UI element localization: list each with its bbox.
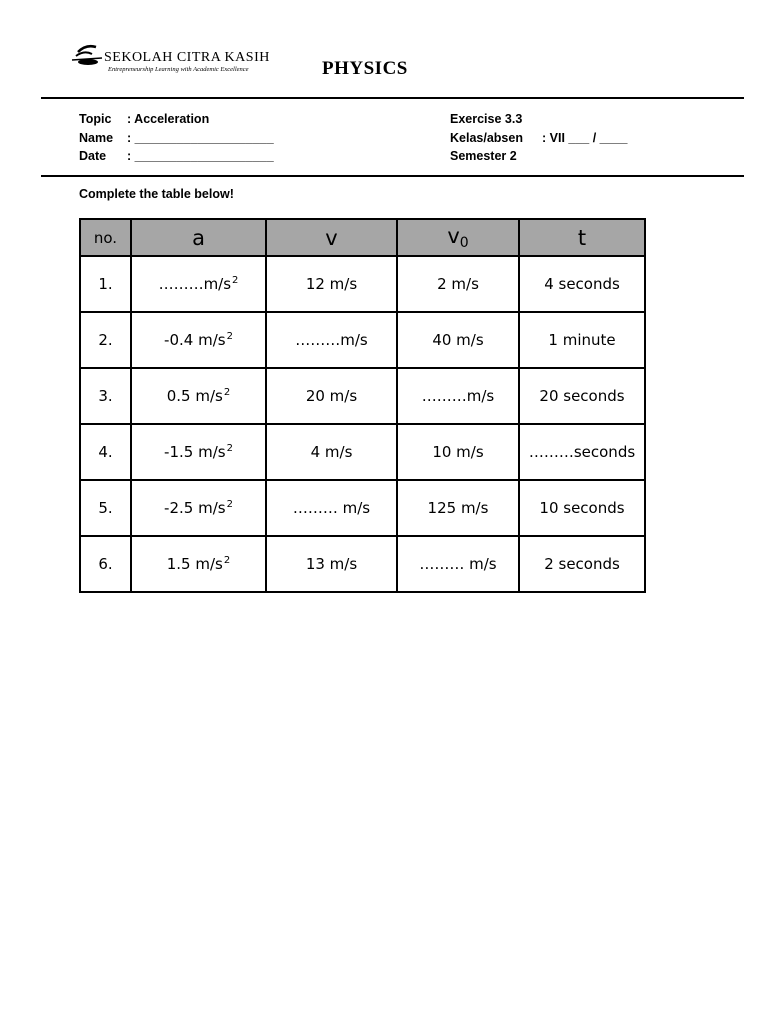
cell-v0: 40 m/s [397,312,519,368]
header-v0-base: v [447,224,460,248]
school-name: SEKOLAH CITRA KASIH [104,50,270,65]
header-v0-subscript: 0 [459,235,469,251]
date-label: Date [79,149,107,163]
bottom-divider [41,175,744,177]
cell-a [131,256,266,312]
cell-no: 6. [80,536,131,592]
cell-t: 10 seconds [519,480,645,536]
cell-no: 1. [80,256,131,312]
cell-t: 1 minute [519,312,645,368]
school-tagline: Entrepreneurship Learning with Academic Excellence [108,66,249,73]
date-field: : ____________________ [127,149,274,163]
exercise-table [79,218,646,593]
table-row [80,368,645,424]
cell-no: 4. [80,424,131,480]
topic-value: : Acceleration [127,112,210,126]
cell-v0: 2 m/s [397,256,519,312]
table-row [80,312,645,368]
header-a: a [131,219,266,256]
header-t: t [519,219,645,256]
header-no: no. [80,219,131,256]
page-title: PHYSICS [322,58,408,79]
cell-v: ………m/s [266,312,397,368]
cell-a [131,368,266,424]
cell-t: 20 seconds [519,368,645,424]
name-row [79,131,274,145]
cell-t: 2 seconds [519,536,645,592]
cell-a-exponent: 2 [232,275,239,286]
cell-a-exponent: 2 [226,331,233,342]
cell-a [131,312,266,368]
table-row [80,256,645,312]
cell-no: 5. [80,480,131,536]
cell-a-exponent: 2 [223,387,231,398]
cell-no: 2. [80,312,131,368]
cell-v0: 125 m/s [397,480,519,536]
cell-a-value: 0.5 m/s [166,387,223,405]
exercise-number: Exercise 3.3 [450,112,523,126]
cell-v: 13 m/s [266,536,397,592]
name-label: Name [79,131,114,145]
cell-a-value: 1.5 m/s [166,555,223,573]
cell-a [131,536,266,592]
semester: Semester 2 [450,149,517,163]
topic-label: Topic [79,112,112,126]
cell-a-value: -0.4 m/s [164,331,226,349]
cell-v: 20 m/s [266,368,397,424]
kelas-label: Kelas/absen [450,131,523,145]
cell-a [131,424,266,480]
cell-v0: ……… m/s [397,536,519,592]
cell-v: 12 m/s [266,256,397,312]
instruction-text: Complete the table below! [79,187,234,201]
cell-a-value: -2.5 m/s [164,499,226,517]
kelas-field: : VII ___ / ____ [542,131,628,145]
cell-v0: ………m/s [397,368,519,424]
table-row [80,480,645,536]
cell-a-exponent: 2 [226,499,233,510]
table-row [80,424,645,480]
cell-a-exponent: 2 [226,443,233,454]
table-header-row [80,219,645,256]
table-row [80,536,645,592]
cell-v0: 10 m/s [397,424,519,480]
topic-row [79,112,210,126]
header-v0 [397,219,519,256]
cell-a-value: -1.5 m/s [164,443,226,461]
cell-t: 4 seconds [519,256,645,312]
cell-v: 4 m/s [266,424,397,480]
date-row [79,149,274,163]
school-logo [68,42,268,78]
header-v: v [266,219,397,256]
school-emblem-icon [68,42,108,72]
cell-t: ………seconds [519,424,645,480]
name-field: : ____________________ [127,131,274,145]
top-divider [41,97,744,99]
cell-no: 3. [80,368,131,424]
cell-a [131,480,266,536]
cell-v: ……… m/s [266,480,397,536]
cell-a-exponent: 2 [223,555,231,566]
kelas-row [450,131,628,145]
cell-a-value: ………m/s [158,275,232,293]
